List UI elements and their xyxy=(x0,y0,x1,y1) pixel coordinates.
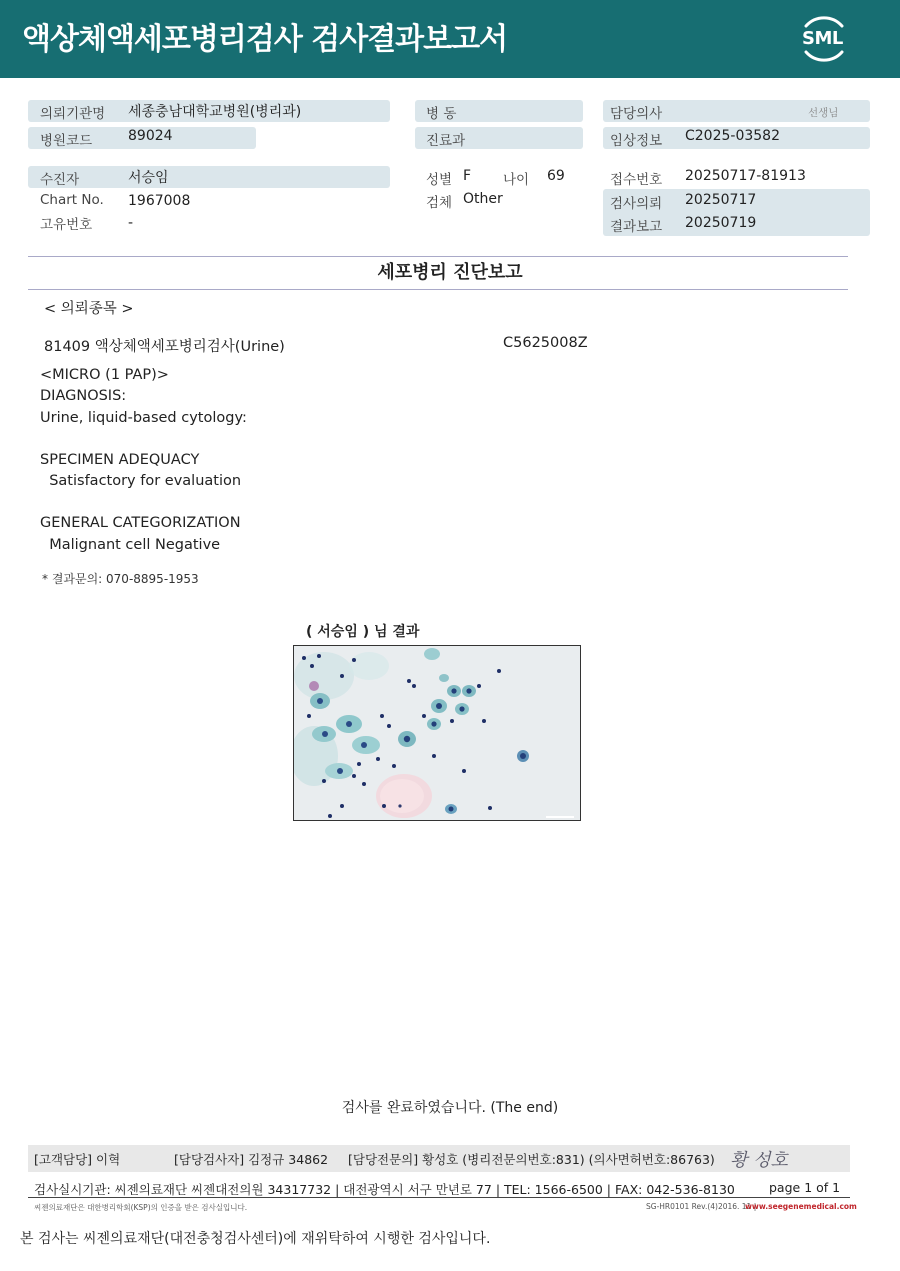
diagnosis-text: Urine, liquid-based cytology: xyxy=(40,410,247,426)
micro-line: <MICRO (1 PAP)> xyxy=(40,367,169,383)
receipt-value: 20250717-81913 xyxy=(685,168,806,184)
end-text: 검사를 완료하였습니다. (The end) xyxy=(341,1100,559,1116)
categorization-text: Malignant cell Negative xyxy=(40,537,221,553)
section-rule-top xyxy=(28,256,848,257)
report-title: 액상체액세포병리검사 검사결과보고서 xyxy=(22,22,508,57)
logo-text: SML xyxy=(802,28,843,49)
adequacy-text: Satisfactory for evaluation xyxy=(40,473,242,489)
age-value: 69 xyxy=(547,168,565,184)
rev-note: SG-HR0101 Rev.(4)2016. 11 | xyxy=(646,1202,757,1211)
cytology-image xyxy=(293,645,581,821)
report-date-label: 결과보고 xyxy=(610,219,663,235)
specimen-value: Other xyxy=(463,191,503,207)
specialist-staff: [담당전문의] 황성호 (병리전문의번호:831) (의사면허번호:86763) xyxy=(348,1152,715,1167)
request-date-value: 20250717 xyxy=(685,192,757,208)
categorization-heading: GENERAL CATEGORIZATION xyxy=(40,515,241,531)
chart-no-value: 1967008 xyxy=(128,193,191,209)
ward-label: 병 동 xyxy=(426,106,457,122)
request-org-label: 의뢰기관명 xyxy=(40,106,106,122)
customer-staff: [고객담당] 이혁 xyxy=(34,1152,121,1167)
doctor-label: 담당의사 xyxy=(610,106,663,122)
test-id: C5625008Z xyxy=(503,335,588,351)
dept-label: 진료과 xyxy=(426,133,466,149)
clinical-value: C2025-03582 xyxy=(685,128,780,144)
uid-label: 고유번호 xyxy=(40,217,93,233)
uid-value: - xyxy=(128,215,134,231)
receipt-label: 접수번호 xyxy=(610,172,663,188)
patient-value: 서승임 xyxy=(128,170,169,186)
patient-label: 수진자 xyxy=(40,172,80,188)
bottom-note: 본 검사는 씨젠의료재단(대전충청검사센터)에 재위탁하여 시행한 검사입니다. xyxy=(20,1231,491,1247)
clinical-label: 임상정보 xyxy=(610,133,663,149)
hospital-code-value: 89024 xyxy=(128,128,173,144)
section-title: 세포병리 진단보고 xyxy=(377,262,523,283)
institution-line: 검사실시기관: 씨젠의료재단 씨젠대전의원 34317732 | 대전광역시 서구 만년로 77 | TEL: 1566-6500 | FAX: 042-536-8130 xyxy=(34,1182,735,1197)
sml-logo xyxy=(796,12,852,66)
test-code-name: 81409 액상체액세포병리검사(Urine) xyxy=(44,339,285,355)
request-org-value: 세종충남대학교병원(병리과) xyxy=(128,104,302,120)
ksp-note: 씨젠의료재단은 대한병리학회(KSP)의 인증을 받은 검사실입니다. xyxy=(34,1203,248,1212)
footer-rule xyxy=(28,1197,850,1198)
patient-bar xyxy=(28,166,390,188)
report-date-value: 20250719 xyxy=(685,215,757,231)
specialist-signature: 황 성호 xyxy=(730,1150,788,1171)
specimen-label: 검체 xyxy=(426,195,453,211)
website-link[interactable]: www.seegenemedical.com xyxy=(745,1202,857,1211)
hospital-code-label: 병원코드 xyxy=(40,133,93,149)
request-item-heading: < 의뢰종목 > xyxy=(44,301,134,317)
sex-label: 성별 xyxy=(426,172,453,188)
contact-note: * 결과문의: 070-8895-1953 xyxy=(42,572,199,586)
report-header xyxy=(0,0,900,78)
doctor-suffix: 선생님 xyxy=(808,107,839,119)
tester-staff: [담당검사자] 김정규 34862 xyxy=(174,1152,329,1167)
request-date-label: 검사의뢰 xyxy=(610,196,663,212)
section-rule-bottom xyxy=(28,289,848,290)
sex-value: F xyxy=(463,168,472,184)
diagnosis-heading: DIAGNOSIS: xyxy=(40,388,127,404)
chart-no-label: Chart No. xyxy=(40,192,104,208)
image-caption: ( 서승임 ) 님 결과 xyxy=(306,624,420,640)
age-label: 나이 xyxy=(503,172,530,188)
adequacy-heading: SPECIMEN ADEQUACY xyxy=(40,452,200,468)
page-number: page 1 of 1 xyxy=(769,1180,841,1195)
footer-staff-bar xyxy=(28,1145,850,1172)
